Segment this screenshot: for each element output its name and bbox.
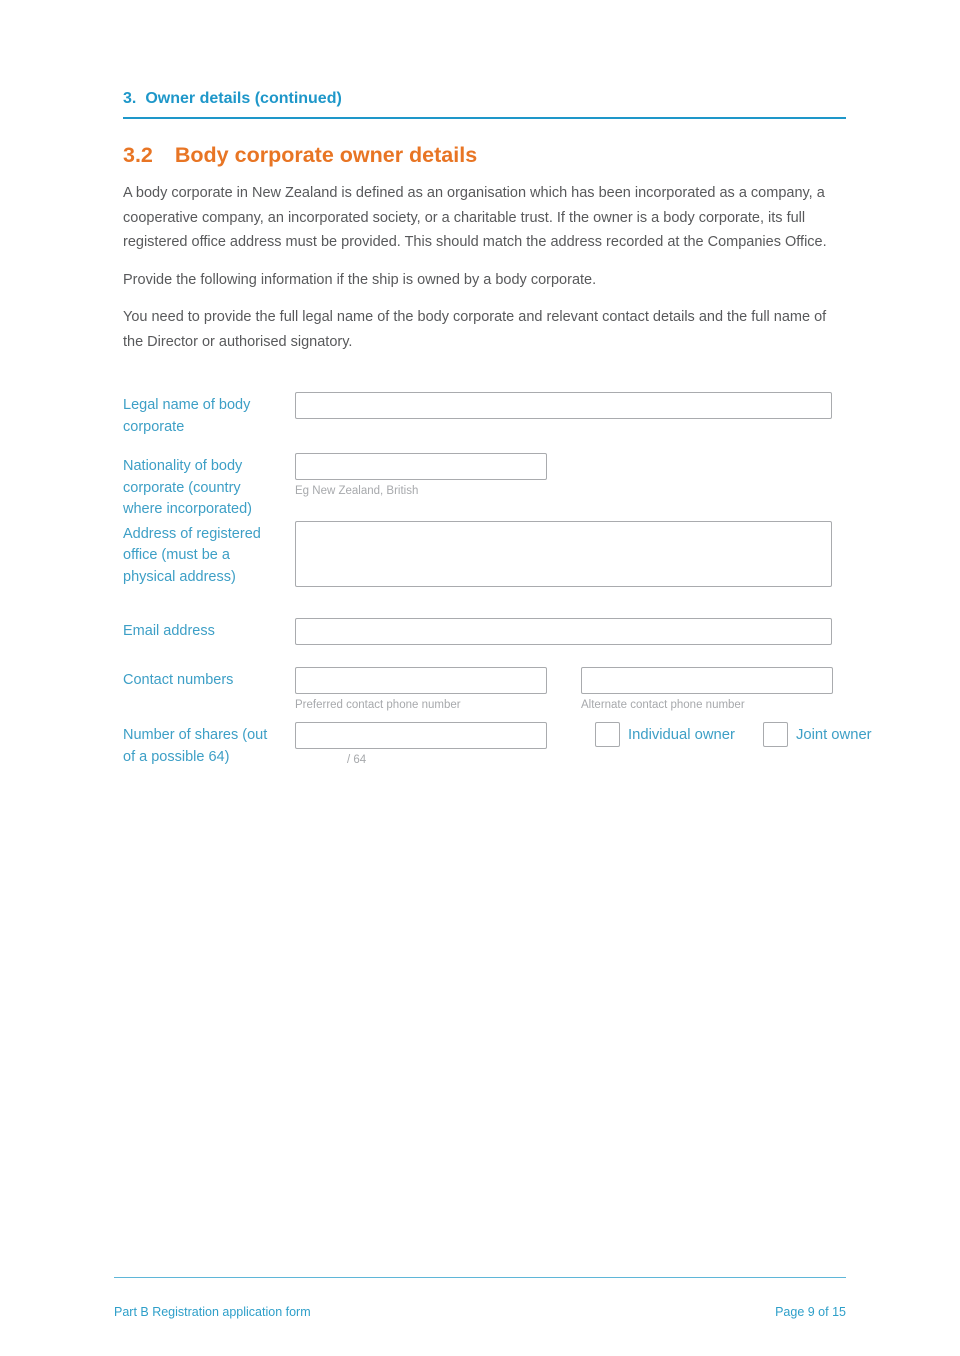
subsection-heading xyxy=(123,143,846,168)
section-heading xyxy=(123,90,846,119)
legal-name-label: Legal name of body corporate xyxy=(123,397,251,435)
section-title: Owner details (continued) xyxy=(145,90,342,107)
intro-paragraph-1: A body corporate in New Zealand is defined as an organisation which has been incorporated as a company, a cooperative company, an incorporated society, or a charitable trust. If the owner is a body corporate, its full registered office address must be provided. This should match the address recorded at the Companies Office. xyxy=(123,185,827,250)
legal-name-input[interactable] xyxy=(295,392,832,419)
preferred-phone-hint: Preferred contact phone number xyxy=(295,699,461,711)
joint-owner-label: Joint owner xyxy=(795,726,872,743)
intro-text xyxy=(123,181,846,354)
preferred-phone-input[interactable] xyxy=(295,667,547,694)
address-label: Address of registered office (must be a physical address) xyxy=(123,525,261,585)
footer-page-number: Page 9 of 15 xyxy=(775,1305,846,1319)
alternate-phone-hint: Alternate contact phone number xyxy=(581,699,745,711)
individual-owner-option xyxy=(595,722,735,747)
section-number: 3. xyxy=(123,90,137,107)
subsection-number: 3.2 xyxy=(123,143,153,167)
field-row-address xyxy=(123,521,846,589)
nationality-hint: Eg New Zealand, British xyxy=(295,485,419,497)
intro-paragraph-3: You need to provide the full legal name of the body corporate and relevant contact details and the full name of the Director or authorised signatory. xyxy=(123,309,827,350)
email-label: Email address xyxy=(123,623,215,639)
shares-input[interactable] xyxy=(295,722,547,749)
address-input[interactable] xyxy=(295,521,832,587)
joint-owner-option xyxy=(763,722,872,747)
nationality-label: Nationality of body corporate (country where incorporated) xyxy=(123,458,252,517)
intro-paragraph-2: Provide the following information if the ship is owned by a body corporate. xyxy=(123,271,597,288)
contact-numbers-label: Contact numbers xyxy=(123,672,234,688)
nationality-input[interactable] xyxy=(295,453,547,480)
shares-label: Number of shares (out of a possible 64) xyxy=(123,727,268,765)
page-content xyxy=(123,90,872,768)
footer-divider xyxy=(114,1277,846,1278)
field-row-contact-numbers xyxy=(123,667,846,712)
individual-owner-checkbox[interactable] xyxy=(595,722,620,747)
field-row-email xyxy=(123,618,846,645)
body-corporate-form xyxy=(123,392,872,768)
footer-document-title: Part B Registration application form xyxy=(114,1305,311,1319)
field-row-legal-name xyxy=(123,392,846,438)
joint-owner-checkbox[interactable] xyxy=(763,722,788,747)
individual-owner-label: Individual owner xyxy=(628,726,735,743)
field-row-shares xyxy=(123,722,872,768)
page-footer xyxy=(114,1305,846,1319)
field-row-nationality xyxy=(123,453,846,521)
email-input[interactable] xyxy=(295,618,832,645)
alternate-phone-input[interactable] xyxy=(581,667,833,694)
subsection-title: Body corporate owner details xyxy=(174,143,478,167)
shares-hint: / 64 xyxy=(347,754,367,766)
